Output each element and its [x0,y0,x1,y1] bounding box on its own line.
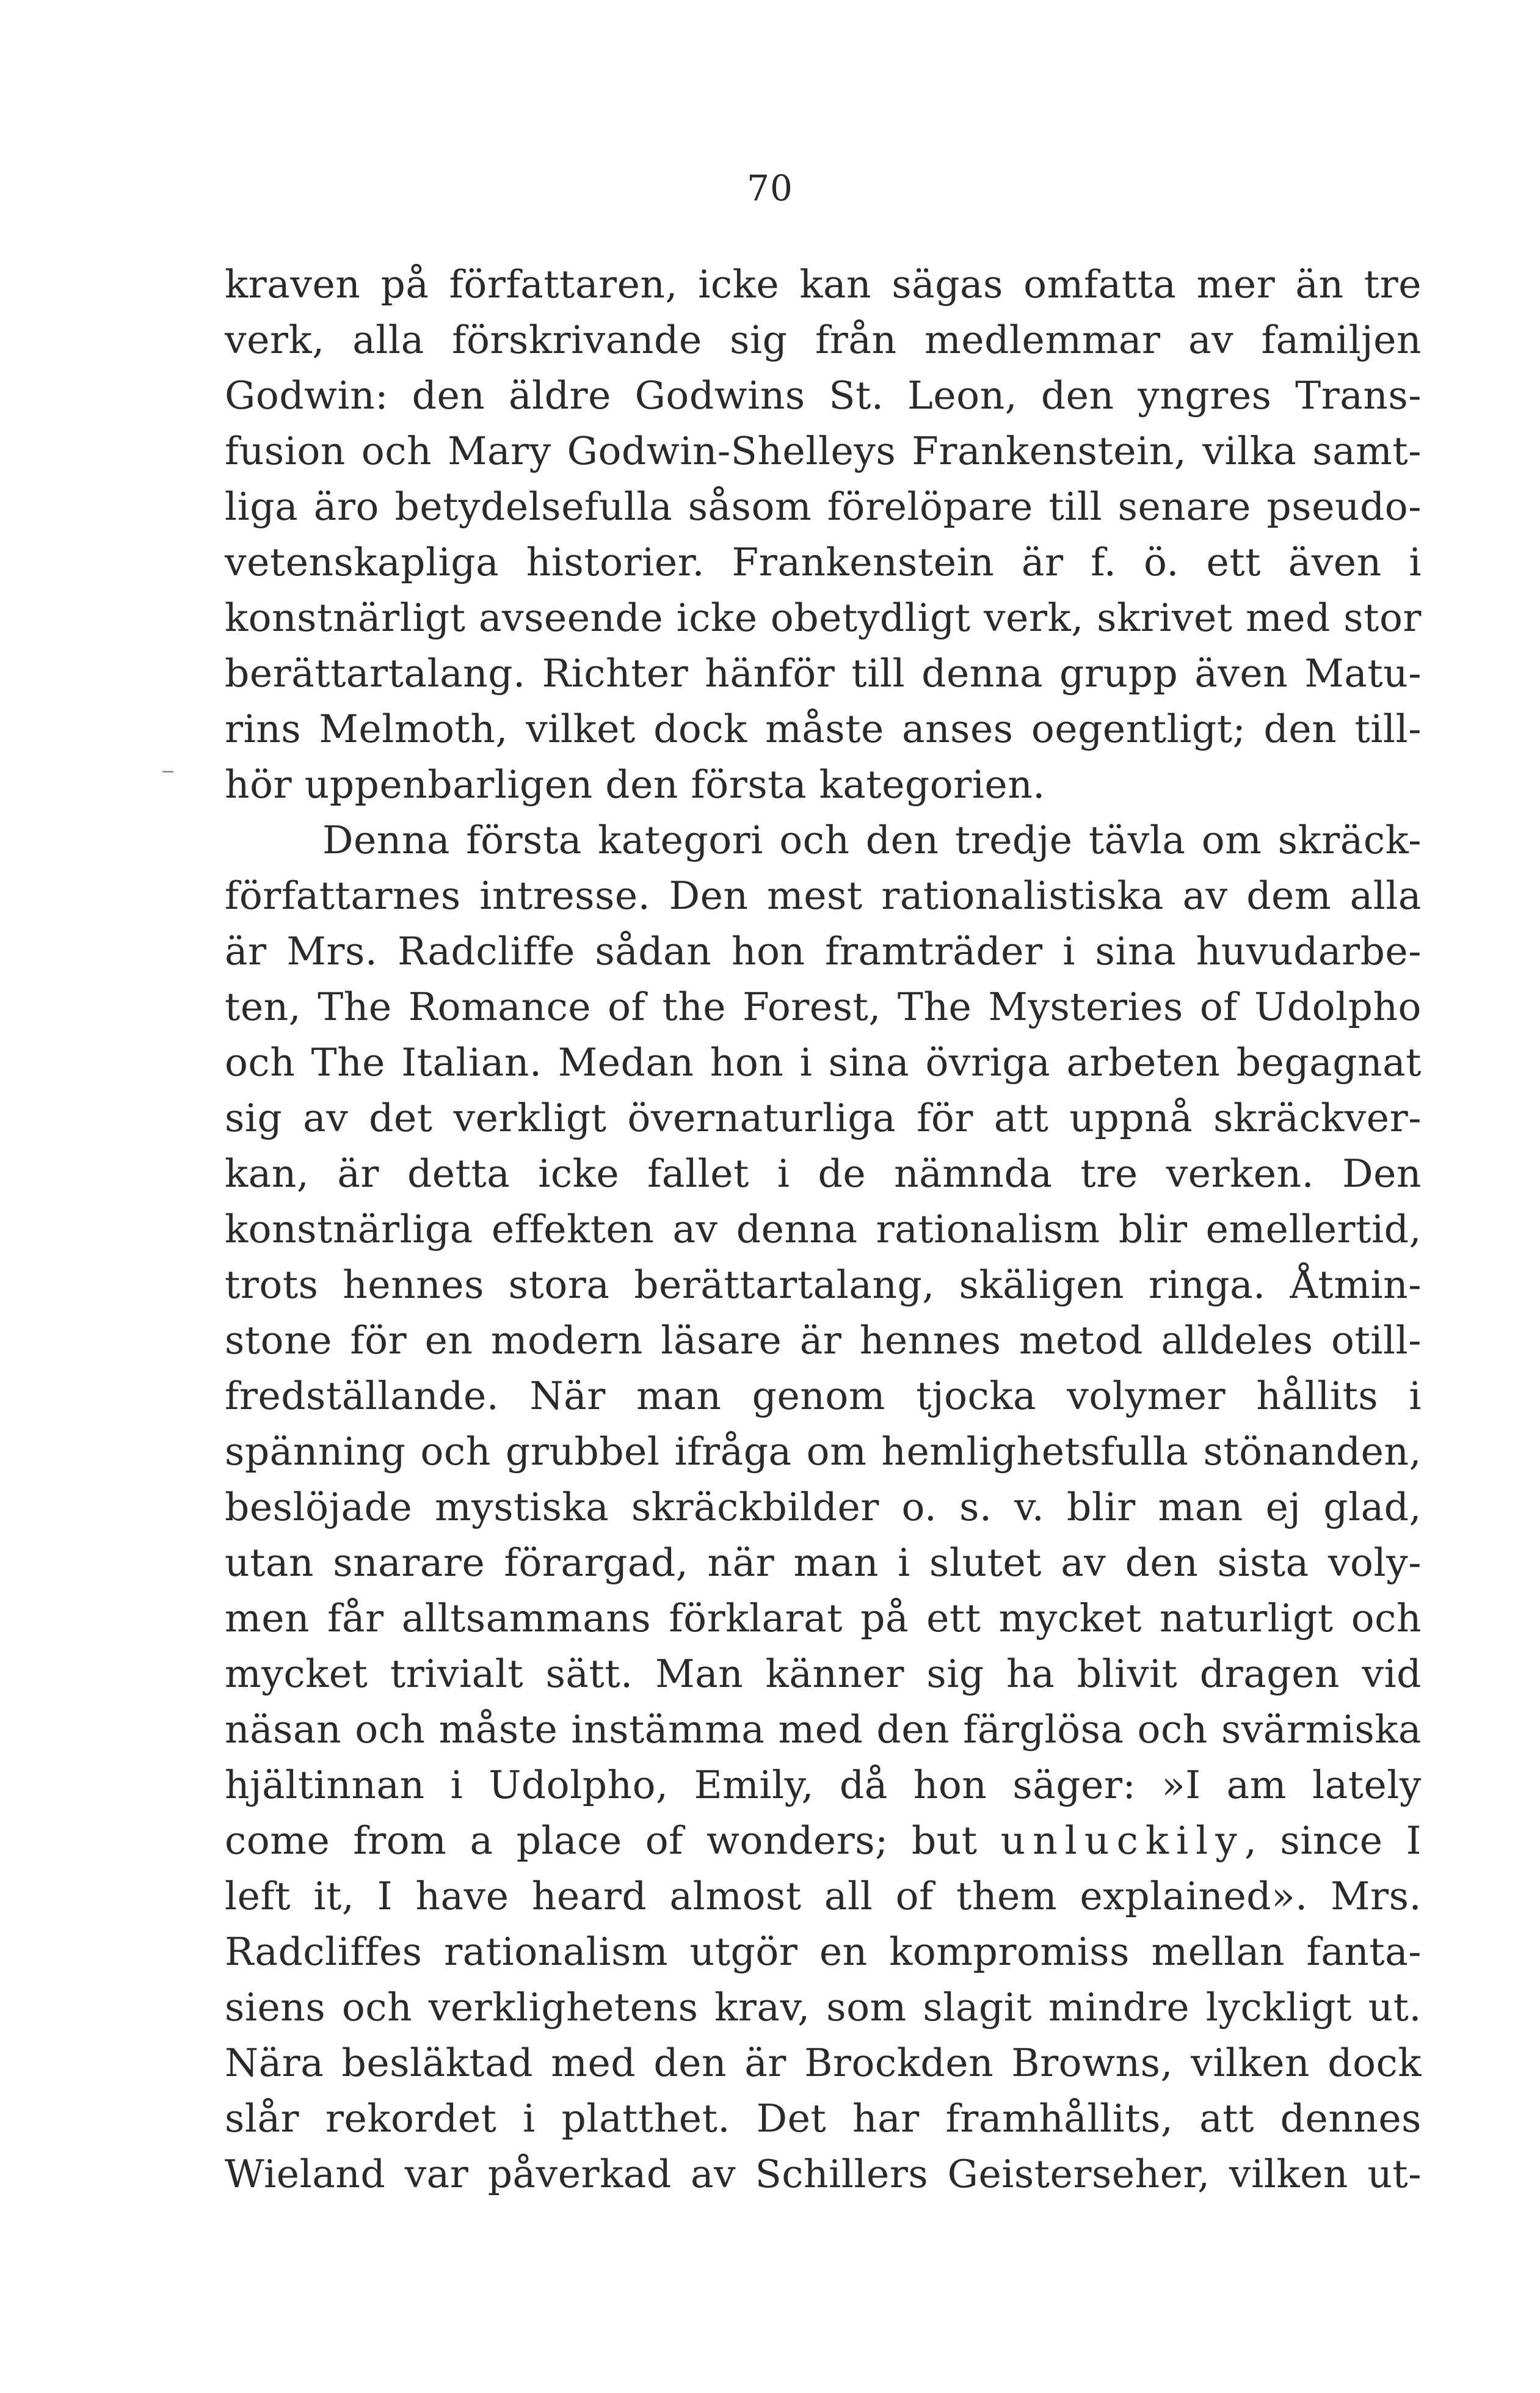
text-line: fusion och Mary Godwin-Shelleys Frankenstein, vilka samt- [225,429,1422,473]
text-line: Radcliffes rationalism utgör en kompromiss mellan fanta- [225,1929,1422,1974]
text-line: vetenskapliga historier. Frankenstein är f. ö. ett även i [225,540,1422,585]
text-line: liga äro betydelsefulla såsom förelöpare till senare pseudo- [225,484,1422,529]
text-line: Denna första kategori och den tredje tävla om skräck- [322,818,1422,862]
text-line: konstnärligt avseende icke obetydligt verk, skrivet med stor [225,596,1422,640]
text-line: är Mrs. Radcliffe sådan hon framträder i sina huvudarbe- [225,929,1422,974]
page-number: 70 [747,167,793,209]
text-line: författarnes intresse. Den mest rationalistiska av dem alla [225,873,1422,918]
text-segment: come from a place of wonders; but [225,1818,978,1863]
text-line: hjältinnan i Udolpho, Emily, då hon säger: »I am lately [225,1763,1422,1807]
text-line: näsan och måste instämma med den färglösa och svärmiska [225,1707,1422,1752]
margin-mark [162,771,173,773]
text-line: slår rekordet i platthet. Det har framhållits, att dennes [225,2096,1422,2141]
text-line: trots hennes stora berättartalang, skäligen ringa. Åtmin- [225,1262,1422,1307]
text-line: hör uppenbarligen den första kategorien. [225,762,1045,807]
text-line-with-emphasis [225,1813,1422,1868]
text-line: Nära besläktad med den är Brockden Browns, vilken dock [225,2041,1422,2085]
text-segment: , since I [1244,1818,1422,1863]
text-line: mycket trivialt sätt. Man känner sig ha blivit dragen vid [225,1652,1422,1696]
text-line: fredställande. När man genom tjocka volymer hållits i [225,1374,1422,1418]
text-line: ten, The Romance of the Forest, The Mysteries of Udolpho [225,985,1422,1029]
text-line: kraven på författaren, icke kan sägas omfatta mer än tre [225,262,1422,307]
text-line: rins Melmoth, vilket dock måste anses oegentligt; den till- [225,707,1422,751]
text-line: spänning och grubbel ifråga om hemlighetsfulla stönanden, [225,1429,1422,1474]
text-line: siens och verklighetens krav, som slagit mindre lyckligt ut. [225,1985,1422,2030]
text-line: konstnärliga effekten av denna rationalism blir emellertid, [225,1207,1422,1251]
text-line: stone för en modern läsare är hennes metod alldeles otill- [225,1318,1422,1363]
text-line: berättartalang. Richter hänför till denna grupp även Matu- [225,651,1422,696]
text-line: kan, är detta icke fallet i de nämnda tre verken. Den [225,1151,1422,1196]
text-line: beslöjade mystiska skräckbilder o. s. v. blir man ej glad, [225,1485,1422,1529]
text-line: Wieland var påverkad av Schillers Geisterseher, vilken ut- [225,2152,1422,2196]
text-line: utan snarare förargad, när man i slutet av den sista voly- [225,1540,1422,1585]
text-line: left it, I have heard almost all of them explained». Mrs. [225,1874,1422,1918]
text-line: verk, alla förskrivande sig från medlemmar av familjen [225,318,1422,362]
text-line: Godwin: den äldre Godwins St. Leon, den yngres Trans- [225,373,1422,418]
text-line: sig av det verkligt övernaturliga för att uppnå skräckver- [225,1096,1422,1140]
text-line: men får alltsammans förklarat på ett mycket naturligt och [225,1596,1422,1641]
body-text [225,257,1422,2202]
spaced-emphasis: unluckily [1000,1818,1244,1863]
text-line: och The Italian. Medan hon i sina övriga arbeten begagnat [225,1040,1422,1085]
